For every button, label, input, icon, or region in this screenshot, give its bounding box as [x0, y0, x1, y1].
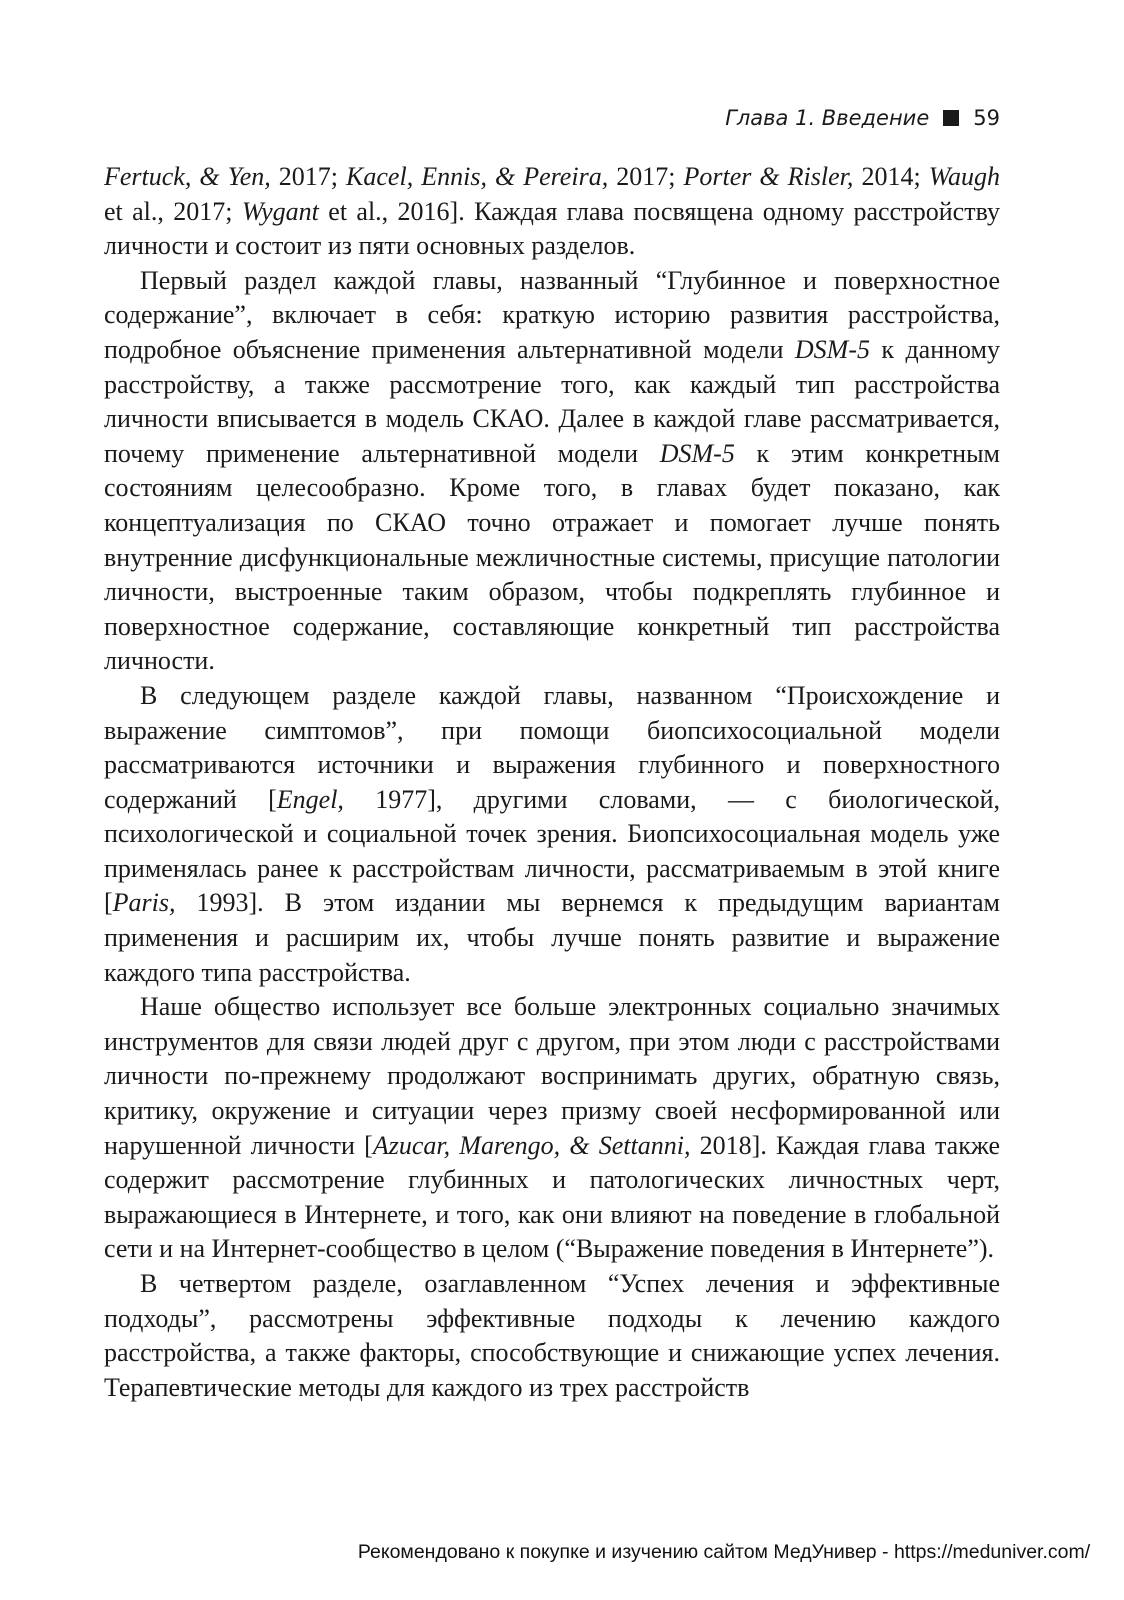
text-run: 1993]. В этом издании мы вернемся к предыдущим вариантам применения и расширим их, чтобы лучше понять развитие и выражение каждого типа расстройства.: [104, 888, 1000, 987]
citation-author: Waugh: [928, 162, 1000, 191]
text-run: et al., 2017;: [104, 196, 242, 226]
text-run: к этим конкретным состояниям целесообразно. Кроме того, в главах будет показано, как концептуализация по СКАО точно отражает и помогает лучше понять внутренние дисфункциональные межличностные системы, присущие патологии личности, выстроенные таким образом, чтобы подкреплять глубинное и поверхностное содержание, составляющие конкретный тип расстройства личности.: [104, 438, 1000, 676]
text-run: 2018]. Каждая глава также содержит рассмотрение глубинных и патологических личностных черт, выражающиеся в Интернете, и того, как они влияют на поведение в глобальной сети и на Интернет-сообщество в целом (“Выражение поведения в Интернете”).: [104, 1130, 1000, 1264]
paragraph: [104, 160, 1000, 264]
body-text: [104, 160, 1000, 1405]
page-number: 59: [973, 106, 1000, 130]
citation-author: DSM-5: [794, 334, 870, 364]
text-run: В четвертом разделе, озаглавленном “Успех лечения и эффективные подходы”, рассмотрены эффективные подходы к лечению каждого расстройства, а также факторы, способствующие и снижающие успех лечения. Терапевтические методы для каждого из трех расстройств: [104, 1269, 1000, 1402]
footer-recommendation: Рекомендовано к покупке и изучению сайтом МедУнивер - https://meduniver.com/: [357, 1541, 1091, 1563]
citation-author: Kacel, Ennis, & Pereira,: [346, 162, 609, 191]
text-run: 1977], другими словами, — с биологической, психологической и социальной точек зрения. Биопсихосоциальная модель уже применялась ранее к расстройствам личности, рассматриваемым в этой книге [: [104, 784, 1000, 918]
text-run: к данному расстройству, а также рассмотрение того, как каждый тип расстройства личности вписывается в модель СКАО. Далее в каждой главе рассматривается, почему применение альтернативной модели: [104, 334, 1001, 468]
paragraph: [104, 1267, 1000, 1405]
paragraph: [104, 990, 1000, 1267]
citation-author: DSM-5: [659, 438, 735, 468]
text-run: et al., 2016]. Каждая глава посвящена одному расстройству личности и состоит из пяти основных разделов.: [104, 196, 1000, 261]
text-run: Наше общество использует все больше электронных социально значимых инструментов для связи людей друг с другом, при этом люди с расстройствами личности по-прежнему продолжают воспринимать других, обратную связь, критику, окружение и ситуации через призму своей несформированной или нарушенной личности [: [104, 992, 1000, 1160]
citation-author: Paris,: [112, 888, 176, 918]
square-bullet-icon: [943, 110, 959, 126]
text-run: 2017;: [608, 162, 684, 191]
citation-author: Wygant: [241, 196, 319, 226]
citation-author: Engel,: [276, 784, 344, 814]
text-run: В следующем разделе каждой главы, названном “Происхождение и выражение симптомов”, при помощи биопсихосоциальной модели рассматриваются источники и выражения глубинного и поверхностного содержаний [: [104, 680, 1000, 814]
paragraph: [104, 679, 1000, 990]
text-run: Первый раздел каждой главы, названный “Глубинное и поверхностное содержание”, включает в себя: краткую историю развития расстройства, подробное объяснение применения альтернативной модели: [104, 265, 1000, 364]
text-run: 2017;: [270, 162, 347, 191]
citation-author: Azucar, Marengo, & Settanni,: [372, 1130, 691, 1160]
citation-author: Porter & Risler,: [683, 162, 854, 191]
chapter-title: Глава 1. Введение: [725, 106, 930, 130]
text-run: 2014;: [853, 162, 929, 191]
running-head: [725, 106, 1000, 130]
paragraph: [104, 264, 1000, 679]
citation-author: Fertuck, & Yen,: [104, 162, 271, 191]
